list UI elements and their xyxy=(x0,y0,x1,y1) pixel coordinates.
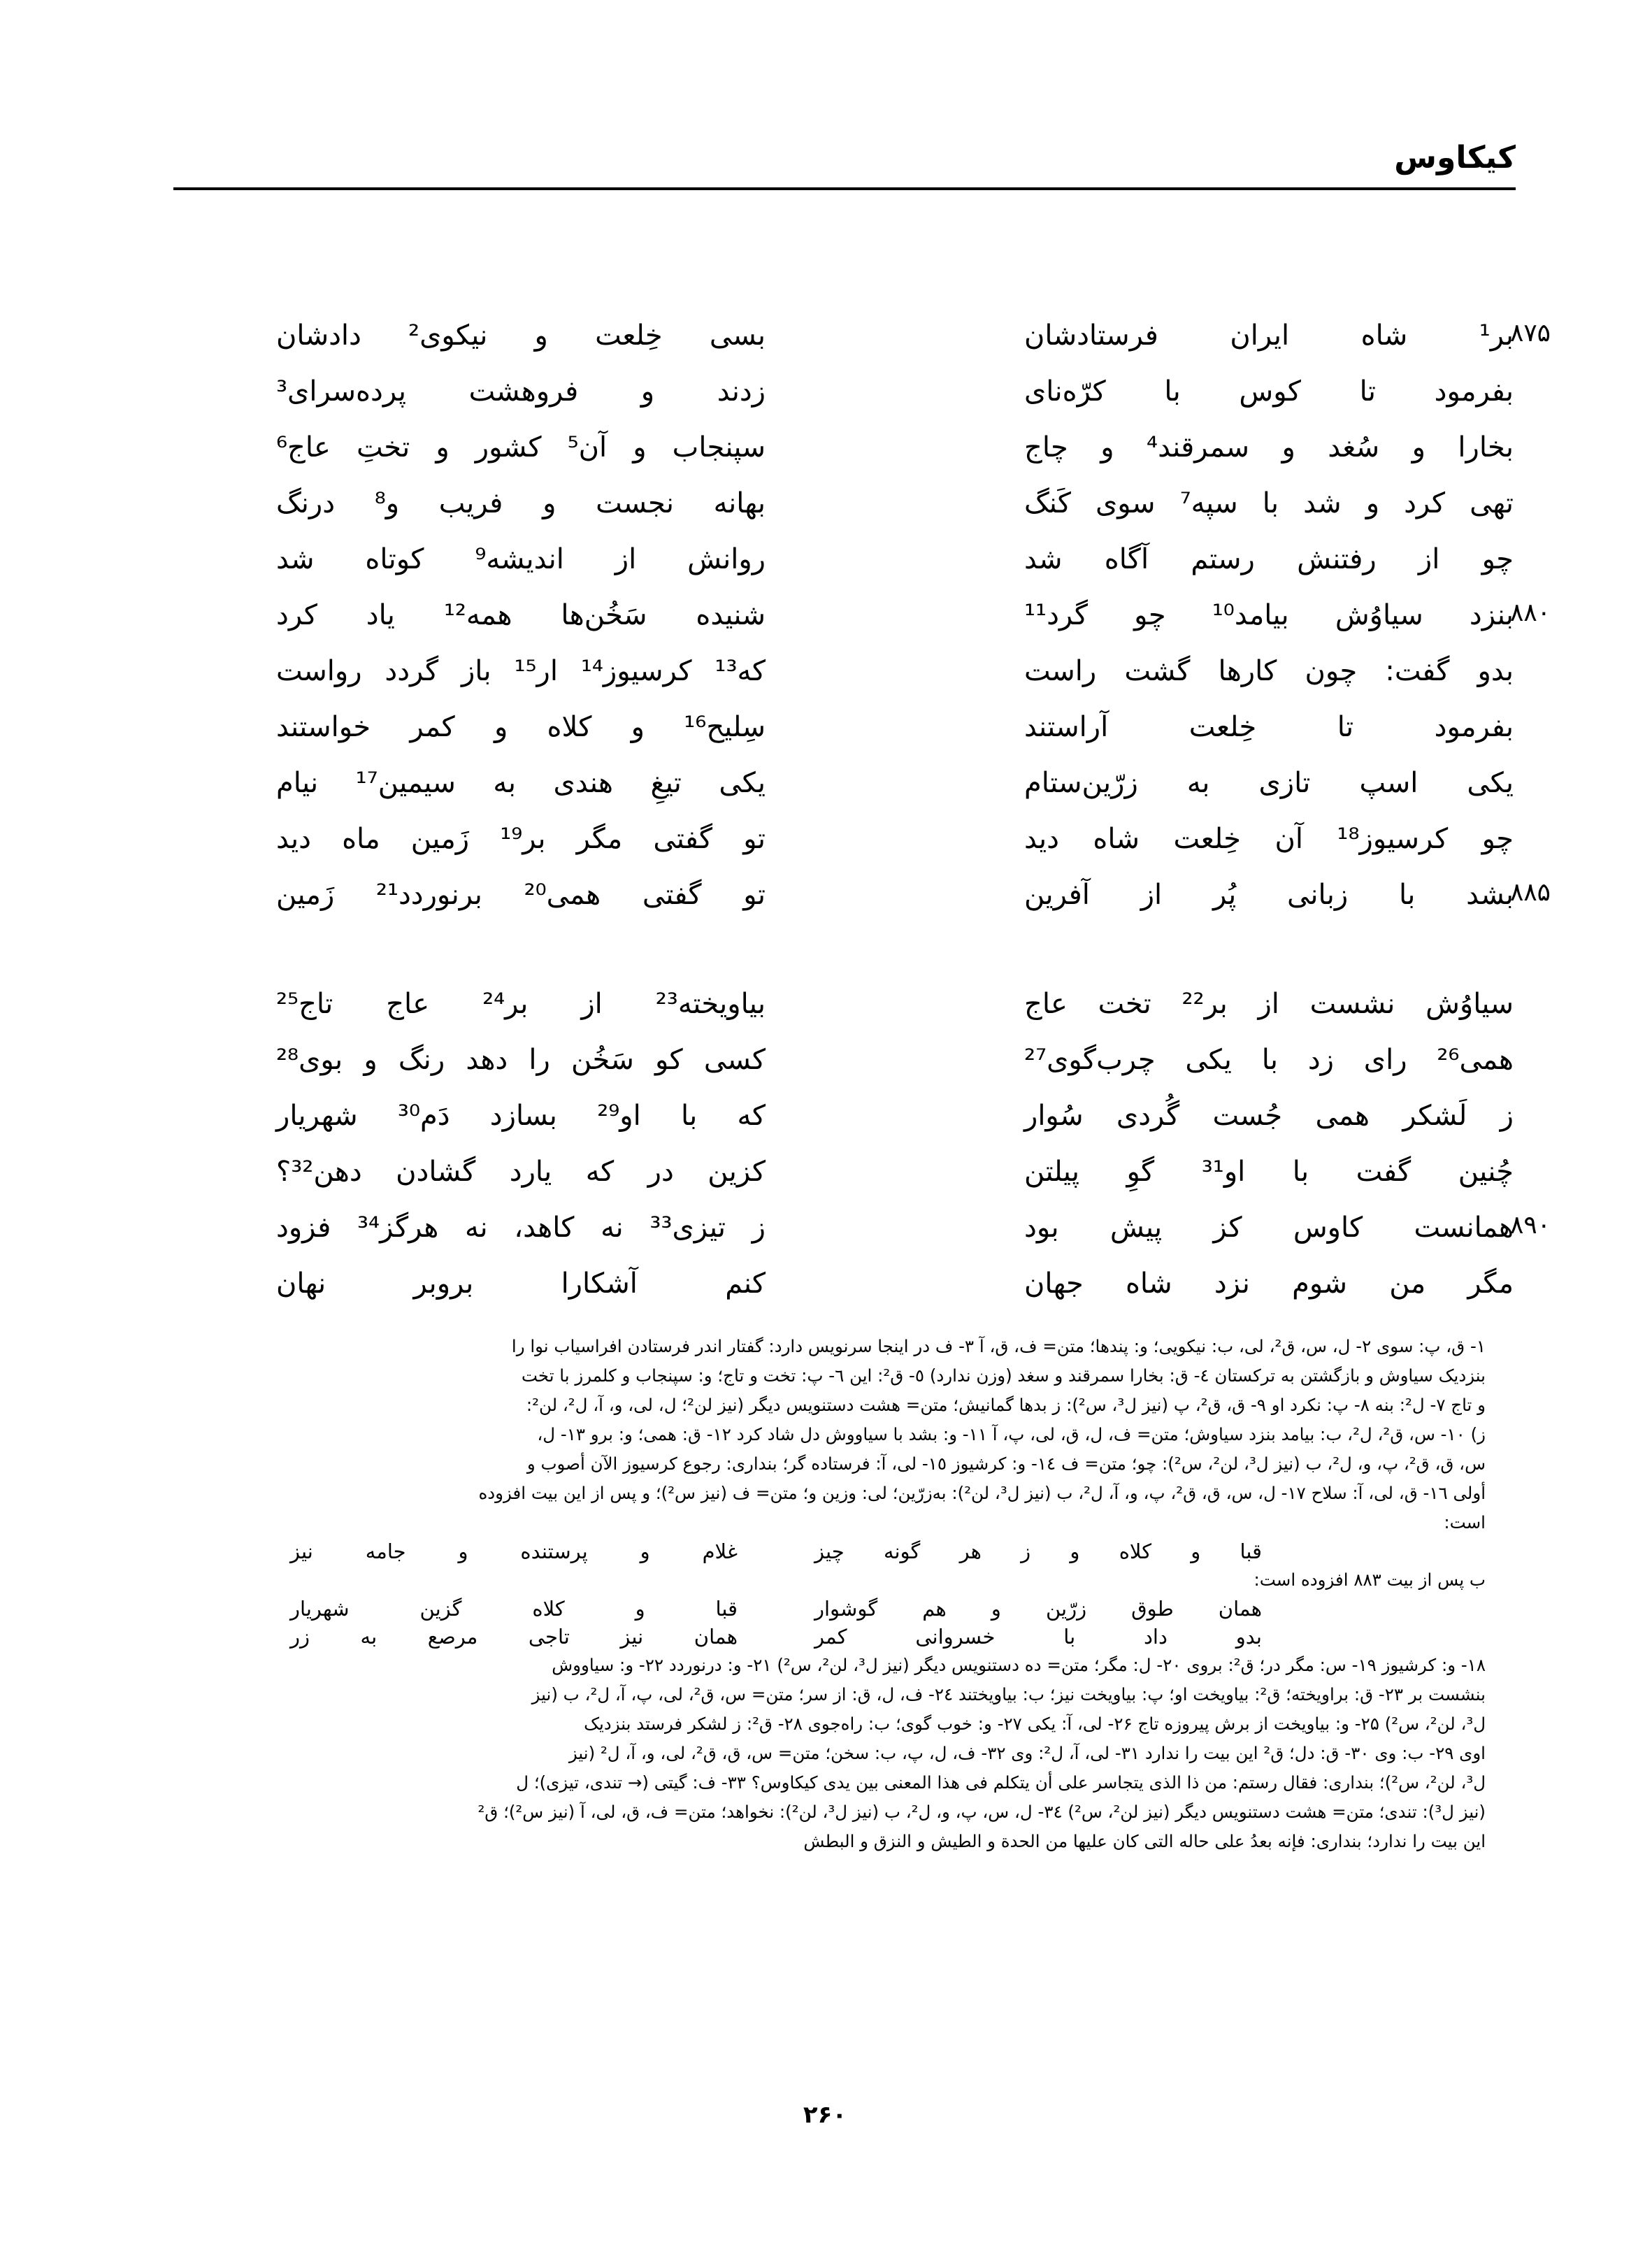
footnote-line: است: xyxy=(1444,1512,1486,1533)
footnote-line: أولی ١٦- ق، لی، آ: سلاح ١٧- ل، س، ق، ق²، پ، و، آ، ل²، ب (نیز ل³، لن²): به‌زرّین؛ لی: وزین و؛ متن= ف (نیز س²)؛ و پس از این بیت افزوده xyxy=(478,1483,1486,1503)
couplet xyxy=(276,308,1551,364)
footnote-added-verse xyxy=(168,1623,1486,1651)
hemistich-second: سپنجاب و آن⁵ کشور و تختِ عاج⁶ xyxy=(276,431,766,464)
verse-number: ۸۹۰ xyxy=(1510,1211,1551,1240)
footnote-line: ل³، لن²، س²) ۲۵- و: بیاویخت از برش پیروزه تاج ۲۶- لی، آ: یکی ۲۷- و: خوب گوی؛ ب: راه‌جوی ۲۸- ق²: ز لشکر فرستد بنزدیک xyxy=(584,1714,1486,1734)
hemistich-second: یکی تیغِ هندی به سیمین¹⁷ نیام xyxy=(276,767,766,799)
footnote-line: اوی ۲۹- ب: وی ۳۰- ق: دل؛ ق² این بیت را ندارد ۳۱- لی، آ، ل²: وی ۳۲- ف، ل، پ، ب: سخن؛ متن= س، ق، ق²، لی، و، آ، ل² (نیز xyxy=(568,1743,1486,1763)
footnote-line: بنزدیک سیاوش و بازگشتن به ترکستان ٤- ق: بخارا سمرقند و سغد (وزن ندارد) ٥- ق²: این ٦- پ: تخت و تاج؛ و: سپنجاب و کلمرز با تخت xyxy=(521,1365,1486,1386)
hemistich-second: ز تیزی³³ نه کاهد، نه هرگز³⁴ فزود xyxy=(276,1212,766,1244)
footnote-line: ل³، لن²، س²)؛ بنداری: فقال رستم: من ذا الذی یتجاسر علی أن یتکلم فی هذا المعنی بین یدی کیکاوس؟ ۳۳- ف: گیتی (→ تندی، تیزی)؛ ل xyxy=(516,1772,1486,1793)
hemistich-first: ز لَشکر همی جُست گُردی سُوار xyxy=(1024,1100,1514,1132)
hemistich-second: کزین در که یارد گشادن دهن³²؟ xyxy=(276,1156,766,1188)
couplet xyxy=(276,531,1514,587)
couplet xyxy=(276,1256,1514,1312)
hemistich-first: همانست کاوس کز پیش بود xyxy=(1024,1212,1514,1244)
verse-number: ۸۷۵ xyxy=(1510,319,1551,347)
footnote-line: و تاج ٧- ل²: بنه ٨- پ: نکرد او ٩- ق، ق²، پ (نیز ل³، س²): ز بدها گمانیش؛ متن= هشت دستنویس دیگر (نیز لن²؛ ل، لی، و، آ، ل²، لن²: xyxy=(526,1395,1486,1415)
hemistich-first: همان طوق زرّین و هم گوشوار xyxy=(814,1597,1262,1621)
couplet xyxy=(276,1200,1551,1256)
footnote-added-verse xyxy=(168,1595,1486,1623)
hemistich-first: بر¹ شاه ایران فرستادشان xyxy=(1024,320,1514,352)
hemistich-first: چو از رفتنش رستم آگاه شد xyxy=(1024,543,1514,575)
hemistich-second: سِلیح¹⁶ و کلاه و کمر خواستند xyxy=(276,711,766,743)
couplet xyxy=(276,1144,1514,1200)
hemistich-second: تو گفتی مگر بر¹⁹ زَمین ماه دید xyxy=(276,823,766,855)
verse-number: ۸۸۰ xyxy=(1510,598,1551,627)
couplet xyxy=(276,699,1514,755)
hemistich-first: چُنین گفت با او³¹ گوِ پیلتن xyxy=(1024,1156,1514,1188)
couplet xyxy=(276,475,1514,531)
hemistich-second: روانش از اندیشه⁹ کوتاه شد xyxy=(276,543,766,575)
footnote-line: این بیت را ندارد؛ بنداری: فإنه بعدُ علی حاله التی کان علیها من الحدة و الطیش و النزق و البطش xyxy=(803,1831,1486,1851)
couplet xyxy=(276,587,1551,643)
footnote-line: ۱۸- و: کرشیوز ۱۹- س: مگر در؛ ق²: بروی ۲۰- ل: مگر؛ متن= ده دستنویس دیگر (نیز ل³، لن²، س²) ۲۱- و: درنوردد ۲۲- و: سیاووش xyxy=(552,1655,1486,1675)
footnote-line: بنشست بر ۲۳- ق: براویخته؛ ق²: بیاویخت او؛ پ: بیاویخت نیز؛ ب: بیاویختند ٢٤- ف، ل، ق: از سر؛ متن= س، ق²، لی، پ، آ، ل²، ب (نیز xyxy=(531,1684,1486,1704)
hemistich-first: سیاوُش نشست از بر²² تخت عاج xyxy=(1024,988,1514,1020)
hemistich-second: زدند و فروهشت پرده‌سرای³ xyxy=(276,375,766,408)
hemistich-first: همی²⁶ رای زد با یکی چرب‌گوی²⁷ xyxy=(1024,1044,1514,1076)
couplet xyxy=(276,867,1551,923)
verse-number: ۸۸۵ xyxy=(1510,878,1551,907)
hemistich-second: کسی کو سَخُن را دهد رنگ و بوی²⁸ xyxy=(276,1044,766,1076)
hemistich-second: که با او²⁹ بسازد دَم³⁰ شهریار xyxy=(276,1100,766,1132)
hemistich-first: بدو گفت: چون کارها گشت راست xyxy=(1024,655,1514,687)
hemistich-first: بنزد سیاوُش بیامد¹⁰ چو گرد¹¹ xyxy=(1024,599,1514,631)
footnotes xyxy=(168,1332,1486,1856)
hemistich-first: یکی اسپ تازی به زرّین‌ستام xyxy=(1024,767,1514,799)
couplet xyxy=(276,1032,1514,1088)
hemistich-first: بدو داد با خسروانی کمر xyxy=(814,1625,1262,1649)
hemistich-second: بهانه نجست و فریب و⁸ درنگ xyxy=(276,487,766,519)
hemistich-first: چو کرسیوز¹⁸ آن خِلعت شاه دید xyxy=(1024,823,1514,855)
hemistich-second: غلام و پرستنده و جامه نیز xyxy=(290,1539,738,1563)
page-number: ۲۶۰ xyxy=(803,2101,847,2129)
hemistich-first: بفرمود تا کوس با کرّه‌نای xyxy=(1024,375,1514,408)
footnote-line: (نیز ل³): تندی؛ متن= هشت دستنویس دیگر (نیز لن²، س²) ٣٤- ل، س، پ، و، ل²، ب (نیز ل³، لن²): نخواهد؛ متن= ف، ق، لی، آ (نیز س²)؛ ق² xyxy=(477,1802,1486,1822)
couplet xyxy=(276,811,1514,867)
footnote-added-verse xyxy=(168,1537,1486,1565)
couplet xyxy=(276,755,1514,811)
hemistich-second: بیاویخته²³ از بر²⁴ عاج تاج²⁵ xyxy=(276,988,766,1020)
poem-body xyxy=(276,308,1551,1312)
hemistich-second: که¹³ کرسیوز¹⁴ ار¹⁵ باز گردد رواست xyxy=(276,655,766,687)
couplet xyxy=(276,1088,1514,1144)
hemistich-second: بسی خِلعت و نیکوی² دادشان xyxy=(276,320,766,352)
hemistich-first: مگر من شوم نزد شاه جهان xyxy=(1024,1268,1514,1300)
hemistich-second: تو گفتی همی²⁰ برنوردد²¹ زَمین xyxy=(276,879,766,911)
header-rule xyxy=(173,187,1516,190)
couplet xyxy=(276,643,1514,699)
hemistich-first: بفرمود تا خِلعت آراستند xyxy=(1024,711,1514,743)
couplet xyxy=(276,364,1514,419)
footnote-note-b: ب پس از بیت ۸۸۳ افزوده است: xyxy=(1254,1570,1486,1590)
footnote-line: ز) ۱۰- س، ق²، ل²، ب: بیامد بنزد سیاوش؛ متن= ف، ل، ق، لی، پ، آ ۱۱- و: بشد با سیاووش دل شاد کرد ۱۲- ق: همی؛ و: برو ۱۳- ل، xyxy=(537,1424,1486,1444)
hemistich-second: قبا و کلاه گزین شهریار xyxy=(290,1597,738,1621)
hemistich-second: کنم آشکارا بروبر نهان xyxy=(276,1268,766,1300)
footnote-line: س، ق، ق²، پ، و، ل²، ب (نیز ل³، لن²، س²): چو؛ متن= ف ١٤- و: کرشیوز ١٥- لی، آ: فرستاده گر؛ بنداری: رجوع کرسیوز الآن أصوب و xyxy=(526,1454,1486,1474)
couplet xyxy=(276,976,1514,1032)
running-title: کیکاوس xyxy=(1394,140,1516,175)
hemistich-first: بخارا و سُغد و سمرقند⁴ و چاج xyxy=(1024,431,1514,464)
hemistich-first: تهی کرد و شد با سپه⁷ سوی کَنگ xyxy=(1024,487,1514,519)
footnote-line: ۱- ق، پ: سوی ۲- ل، س، ق²، لی، ب: نیکویی؛ و: پندها؛ متن= ف، ق، آ ۳- ف در اینجا سرنویس دارد: گفتار اندر فرستادن افراسیاب نوا را xyxy=(511,1336,1486,1356)
hemistich-first: بشد با زبانی پُر از آفرین xyxy=(1024,879,1514,911)
couplet xyxy=(276,419,1514,475)
hemistich-second: شنیده سَخُن‌ها همه¹² یاد کرد xyxy=(276,599,766,631)
hemistich-second: همان نیز تاجی مرصع به زر xyxy=(290,1625,738,1649)
hemistich-first: قبا و کلاه و ز هر گونه چیز xyxy=(814,1539,1262,1563)
